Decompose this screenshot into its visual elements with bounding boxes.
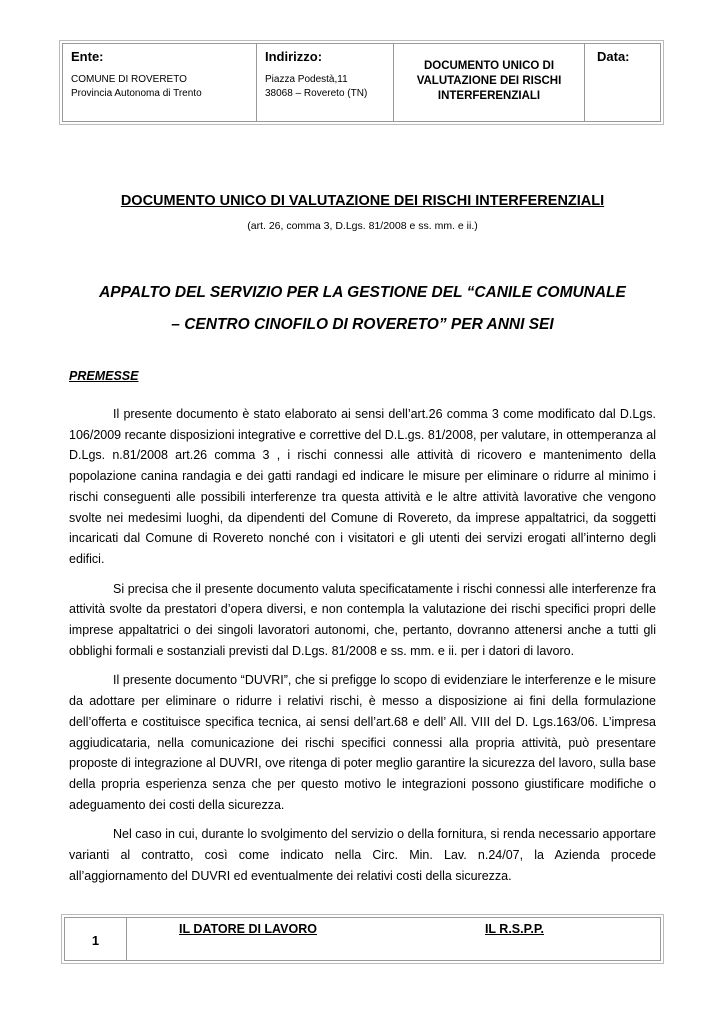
indirizzo-street: Piazza Podestà,11 bbox=[265, 74, 348, 85]
doc-title-line-2: VALUTAZIONE DEI RISCHI bbox=[416, 75, 562, 87]
ente-cell bbox=[63, 44, 257, 121]
section-heading: PREMESSE bbox=[69, 369, 139, 383]
document-title-cell bbox=[394, 44, 585, 121]
paragraph: Il presente documento è stato elaborato ai sensi dell’art.26 comma 3 come modificato dal D.Lgs. 106/2009 recante disposizioni integrative e correttive del D.L.gs. 81/2008, per valutare, in ottemperanza al D.Lgs. n.81/2008 art.26 comma 3 , i rischi connessi alle attività di ricovero e mantenimento della popolazione canina randagia e dei gatti randagi ed indicare le misure per eliminare o ridurre al minimo i rischi conseguenti alle possibili interferenze tra questa attività e le altre attività lavorative che vengono svolte nei medesimi luoghi, da dipendenti del Comune di Rovereto, da imprese appaltatrici, da soggetti incaricati dal Comune di Rovereto nonché con i visitatori e gli utenti dei servizi erogati all’interno degli edifici. bbox=[69, 407, 656, 566]
document-subtitle: (art. 26, comma 3, D.Lgs. 81/2008 e ss. mm. e ii.) bbox=[247, 220, 478, 232]
paragraph: Il presente documento “DUVRI”, che si prefigge lo scopo di evidenziare le interferenze e le misure da adottare per eliminare o ridurre i relativi rischi, è messo a disposizione ai fini della formulazione dell’offerta e costituisce specifica tecnica, ai sensi dell’art.68 e dell’ All. VIII del D. Lgs.163/06. L’impresa aggiudicataria, nella comunicazione dei rischi specifici connessi alla propria attività, può presentare proposte di integrazione al DUVRI, ove ritenga di poter meglio garantire la sicurezza del lavoro, sulla base della propria esperienza senza che per questo motivo le integrazioni possono giustificare modifiche o adeguamento dei costi della sicurezza. bbox=[69, 673, 656, 812]
rspp-label: IL R.S.P.P. bbox=[484, 922, 545, 936]
ente-name: COMUNE DI ROVERETO bbox=[71, 74, 187, 85]
doc-title-line-3: INTERFERENZIALI bbox=[437, 90, 541, 102]
data-cell bbox=[585, 44, 660, 121]
doc-title-line-1: DOCUMENTO UNICO DI bbox=[423, 60, 555, 72]
indirizzo-city: 38068 – Rovereto (TN) bbox=[265, 88, 368, 99]
paragraph: Si precisa che il presente documento valuta specificatamente i rischi connessi alle interferenze fra attività svolte da prestatori d’opera diversi, e non contempla la valutazione dei rischi specifici propri delle imprese appaltatrici o dei singoli lavoratori autonomi, che, pertanto, dovranno attenersi anche a tutti gli obblighi formali e sostanziali previsti dal D.Lgs. 81/2008 e ss. mm. e ii. per i datori di lavoro. bbox=[69, 581, 656, 658]
paragraph: Nel caso in cui, durante lo svolgimento del servizio o della fornitura, si renda necessario apportare varianti al contratto, così come indicato nella Circ. Min. Lav. n.24/07, la Azienda procede all’aggiornamento del DUVRI ed eventualmente dei relativi costi della sicurezza. bbox=[69, 827, 656, 883]
header-table bbox=[62, 43, 661, 122]
ente-label: Ente: bbox=[71, 49, 104, 64]
document-title: DOCUMENTO UNICO DI VALUTAZIONE DEI RISCHI INTERFERENZIALI bbox=[120, 193, 605, 209]
indirizzo-label: Indirizzo: bbox=[265, 49, 323, 64]
datore-di-lavoro-label: IL DATORE DI LAVORO bbox=[179, 922, 317, 936]
footer-table bbox=[64, 917, 661, 961]
data-label: Data: bbox=[597, 49, 630, 64]
indirizzo-cell bbox=[257, 44, 394, 121]
ente-province: Provincia Autonoma di Trento bbox=[71, 88, 202, 99]
appalto-title bbox=[0, 277, 725, 341]
appalto-title-line-1: APPALTO DEL SERVIZIO PER LA GESTIONE DEL “CANILE COMUNALE bbox=[99, 284, 626, 301]
appalto-title-line-2: – CENTRO CINOFILO DI ROVERETO” PER ANNI SEI bbox=[171, 316, 554, 333]
body-text bbox=[69, 404, 656, 895]
page-number: 1 bbox=[65, 918, 127, 960]
